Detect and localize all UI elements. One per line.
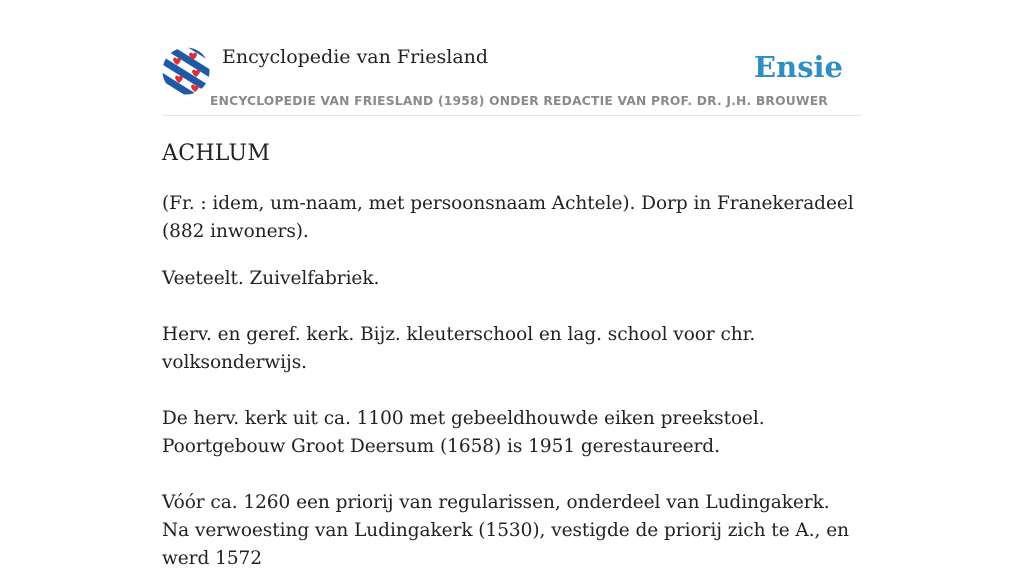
article-paragraph: Veeteelt. Zuivelfabriek. [162,268,380,289]
article-paragraph: De herv. kerk uit ca. 1100 met gebeeldhouwde eiken preekstoel. Poortgebouw Groot Deersum (1658) is 1951 gerestaureerd. [162,408,765,457]
brand-logo[interactable]: Ensie [754,50,843,84]
article [162,138,862,573]
frisian-flag-logo-icon[interactable] [162,47,210,95]
article-title: ACHLUM [162,141,271,166]
site-header [162,44,862,116]
site-title[interactable]: Encyclopedie van Friesland [222,46,489,68]
article-paragraph: Herv. en geref. kerk. Bijz. kleuterschool en lag. school voor chr. volksonderwijs. [162,324,756,373]
article-paragraph: (Fr. : idem, um-naam, met persoonsnaam Achtele). Dorp in Franekeradeel (882 inwoners). [162,193,854,242]
article-paragraph: Vóór ca. 1260 een priorij van regularissen, onderdeel van Ludingakerk. Na verwoesting van Ludingakerk (1530), vestigde de priorij zich te A., en werd 1572 [162,492,849,569]
site-subtitle: ENCYCLOPEDIE VAN FRIESLAND (1958) ONDER REDACTIE VAN PROF. DR. J.H. BROUWER [210,94,828,108]
header-divider [162,115,862,116]
